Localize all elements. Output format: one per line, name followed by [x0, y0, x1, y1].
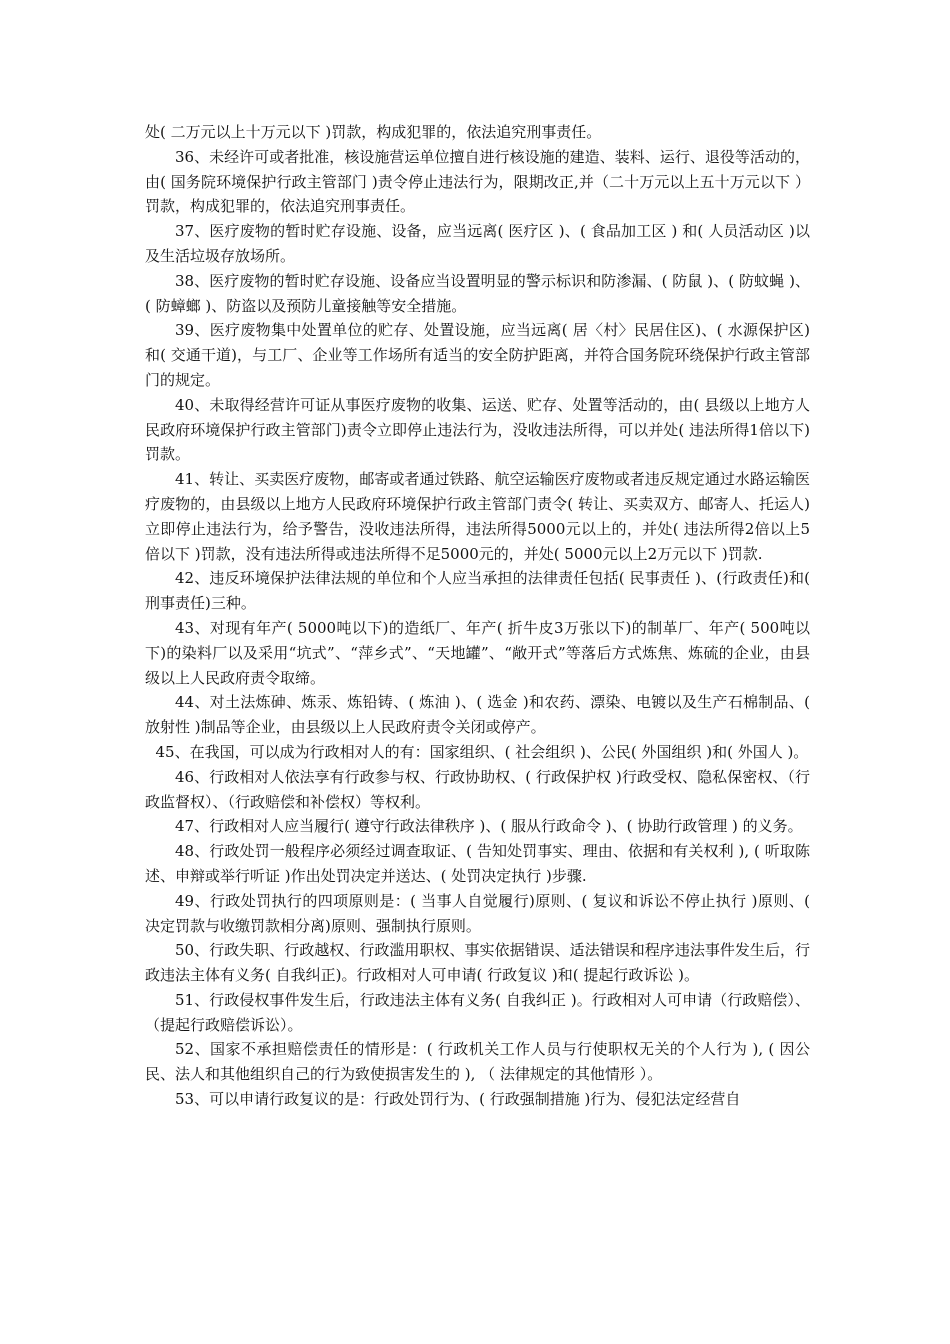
paragraph-item-42: 42、违反环境保护法律法规的单位和个人应当承担的法律责任包括( 民事责任 )、(行政责任)和( 刑事责任)三种。: [145, 569, 810, 613]
paragraph-item-51: 51、行政侵权事件发生后，行政违法主体有义务( 自我纠正 )。行政相对人可申请（行政赔偿）、（提起行政赔偿诉讼）。: [145, 990, 810, 1034]
paragraph-item-39: 39、医疗废物集中处置单位的贮存、处置设施，应当远离( 居〈村〉民居住区)、( 水源保护区)和( 交通干道)，与工厂、企业等工作场所有适当的安全防护距离，并符合国务院环绕保护行政主管部门的规定。: [145, 321, 810, 389]
paragraph-item-44: 44、对土法炼砷、炼汞、炼铅铸、( 炼油 )、( 选金 )和农药、漂染、电镀以及生产石棉制品、( 放射性 )制品等企业，由县级以上人民政府责令关闭或停产。: [145, 693, 810, 737]
paragraph-item-38: 38、医疗废物的暂时贮存设施、设备应当设置明显的警示标识和防渗漏、( 防鼠 )、( 防蚊蝇 )、( 防蟑螂 )、防盗以及预防儿童接触等安全措施。: [145, 271, 810, 315]
paragraph-item-40: 40、未取得经营许可证从事医疗废物的收集、运送、贮存、处置等活动的，由( 县级以上地方人民政府环境保护行政主管部门)责令立即停止违法行为，没收违法所得，可以并处( 违法所得1倍以下)罚款。: [145, 395, 810, 464]
paragraph-item-48: 48、行政处罚一般程序必须经过调查取证、( 告知处罚事实、理由、依据和有关权利 ), ( 听取陈述、申辩或举行听证 )作出处罚决定并送达、( 处罚决定执行 )步骤.: [145, 842, 810, 885]
paragraph-item-36: 36、未经许可或者批准，核设施营运单位擅自进行核设施的建造、装料、运行、退役等活动的，由( 国务院环境保护行政主管部门 )责令停止违法行为，限期改正,并（二十万元以上五十万元以下 ） 罚款，构成犯罪的，依法追究刑事责任。: [145, 147, 810, 216]
paragraph-item-52: 52、国家不承担赔偿责任的情形是：( 行政机关工作人员与行使职权无关的个人行为 ), ( 因公民、法人和其他组织自己的行为致使损害发生的 ), （ 法律规定的其他情形 ）。: [145, 1040, 810, 1084]
paragraph-item-50: 50、行政失职、行政越权、行政滥用职权、事实依据错误、适法错误和程序违法事件发生后，行政违法主体有义务( 自我纠正)。行政相对人可申请( 行政复议 )和( 提起行政诉讼 )。: [145, 941, 810, 985]
paragraph-item-49: 49、行政处罚执行的四项原则是：( 当事人自觉履行)原则、( 复议和诉讼不停止执行 )原则、( 决定罚款与收缴罚款相分离)原则、强制执行原则。: [145, 891, 810, 935]
paragraph-item-46: 46、行政相对人依法享有行政参与权、行政协助权、( 行政保护权 )行政受权、隐私保密权、（行政监督权）、（行政赔偿和补偿权）等权利。: [145, 767, 810, 811]
paragraph-item-45: 45、在我国，可以成为行政相对人的有：国家组织、( 社会组织 )、公民( 外国组织 )和( 外国人 )。: [155, 742, 809, 761]
paragraph-continuation: 处( 二万元以上十万元以下 )罚款，构成犯罪的，依法追究刑事责任。: [145, 123, 602, 141]
paragraph-item-41: 41、转让、买卖医疗废物，邮寄或者通过铁路、航空运输医疗废物或者违反规定通过水路运输医疗废物的，由县级以上地方人民政府环境保护行政主管部门责令( 转让、买卖双方、邮寄人、托运人)立即停止违法行为，给予警告，没收违法所得，违法所得5000元以上的，并处( 违法所得2倍以上5倍以下 )罚款，没有违法所得或违法所得不足5000元的，并处( 5000元以上2万元以下 )罚款.: [145, 470, 810, 563]
paragraph-item-53: 53、可以申请行政复议的是：行政处罚行为、( 行政强制措施 )行为、侵犯法定经营自: [175, 1090, 741, 1109]
paragraph-item-47: 47、行政相对人应当履行( 遵守行政法律秩序 )、( 服从行政命令 )、( 协助行政管理 ) 的义务。: [175, 817, 803, 836]
paragraph-item-43: 43、对现有年产( 5000吨以下)的造纸厂、年产( 折牛皮3万张以下)的制革厂、年产( 500吨以下)的染料厂以及采用“坑式”、“萍乡式”、“天地罐”、“敞开式”等落后方式炼焦、炼硫的企业，由县级以上人民政府责令取缔。: [145, 618, 810, 687]
paragraph-item-37: 37、医疗废物的暂时贮存设施、设备，应当远离( 医疗区 )、( 食品加工区 ) 和( 人员活动区 )以及生活垃圾存放场所。: [145, 222, 810, 265]
document-page: [145, 120, 810, 1112]
